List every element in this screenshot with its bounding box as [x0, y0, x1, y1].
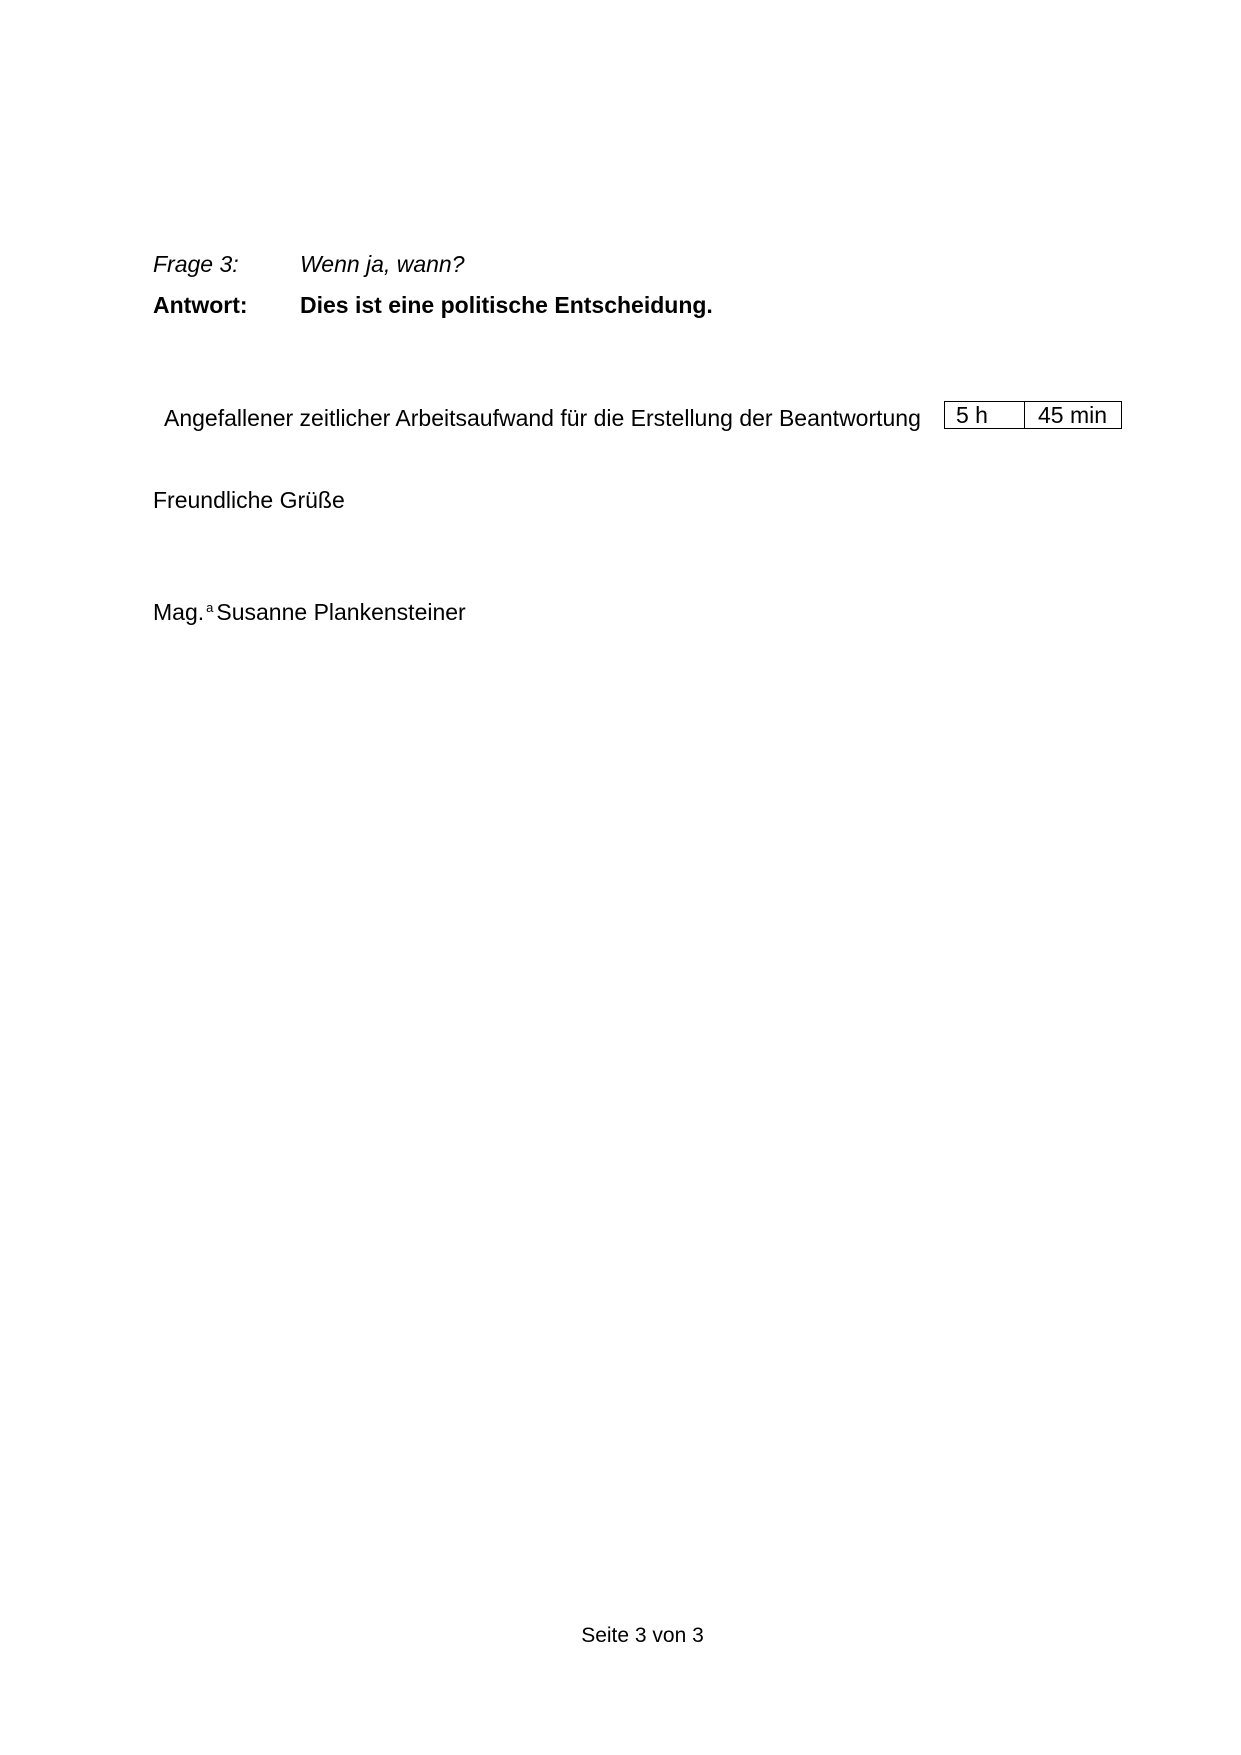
- effort-hours-cell: 5 h: [945, 402, 1025, 428]
- signature-name: Susanne Plankensteiner: [216, 599, 466, 625]
- question-label: Frage 3:: [153, 251, 239, 277]
- answer-text: Dies ist eine politische Entscheidung.: [300, 292, 713, 318]
- signature: [153, 598, 466, 626]
- question-text: Wenn ja, wann?: [300, 251, 465, 277]
- effort-description: Angefallener zeitlicher Arbeitsaufwand für die Erstellung der Beantwortung: [164, 405, 921, 431]
- closing-greeting: Freundliche Grüße: [153, 487, 345, 513]
- signature-superscript: a: [206, 600, 214, 615]
- effort-minutes-cell: 45 min: [1038, 402, 1108, 428]
- signature-title: Mag.: [153, 599, 205, 625]
- effort-table: [944, 401, 1122, 429]
- page-footer: Seite 3 von 3: [581, 1624, 704, 1647]
- answer-label: Antwort:: [153, 292, 248, 318]
